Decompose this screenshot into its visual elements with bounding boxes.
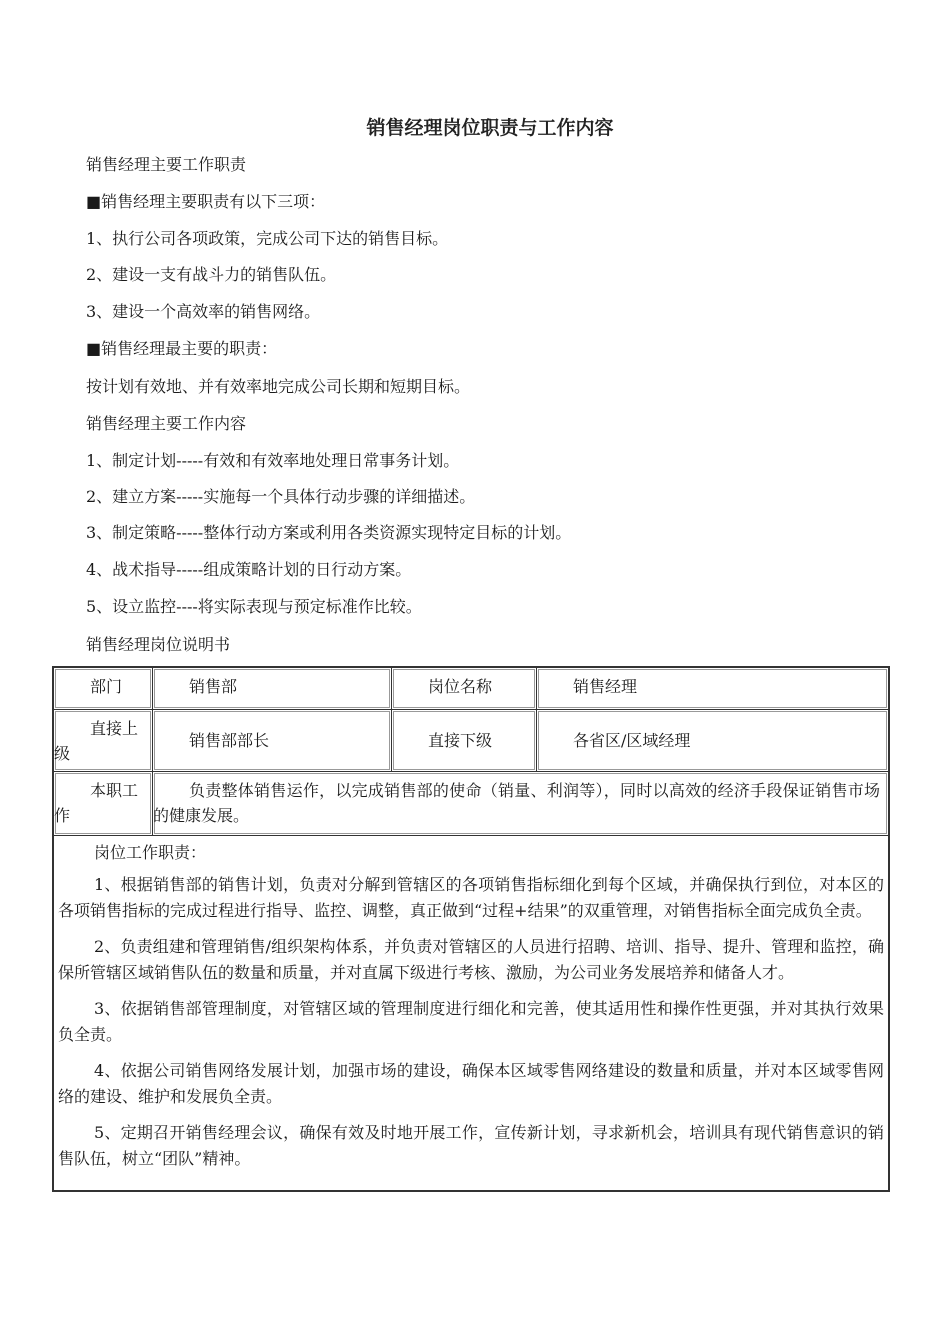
responsibility-item-1: 1、根据销售部的销售计划，负责对分解到管辖区的各项销售指标细化到每个区域，并确保执行到位，对本区的各项销售指标的完成过程进行指导、监控、调整，真正做到“过程+结果”的双重管理，对销售指标全面完成负全责。 bbox=[58, 875, 884, 920]
responsibility-item-3: 3、依据销售部管理制度，对管辖区域的管理制度进行细化和完善，使其适用性和操作性更强，并对其执行效果负全责。 bbox=[58, 999, 884, 1044]
bullet-key-duty: ■销售经理最主要的职责： bbox=[86, 339, 278, 358]
bullet-main-duties: ■销售经理主要职责有以下三项： bbox=[86, 192, 326, 211]
work-item-3: 3、制定策略-----整体行动方案或利用各类资源实现特定目标的计划。 bbox=[86, 523, 572, 542]
work-item-4: 4、战术指导-----组成策略计划的日行动方案。 bbox=[86, 560, 412, 579]
position-value-cell bbox=[537, 668, 888, 710]
dept-value: 销售部 bbox=[189, 677, 238, 696]
position-value: 销售经理 bbox=[573, 677, 638, 696]
section-heading-jd: 销售经理岗位说明书 bbox=[86, 635, 231, 654]
position-label: 岗位名称 bbox=[428, 677, 493, 696]
superior-value: 销售部部长 bbox=[189, 731, 270, 750]
responsibility-item-2: 2、负责组建和管理销售/组织架构体系，并负责对管辖区的人员进行招聘、培训、指导、提升、管理和监控，确保所管辖区域销售队伍的数量和质量，并对直属下级进行考核、激励，为公司业务发展培养和储备人才。 bbox=[58, 937, 884, 982]
responsibility-item-4: 4、依据公司销售网络发展计划，加强市场的建设，确保本区域零售网络建设的数量和质量，并对本区域零售网络的建设、维护和发展负全责。 bbox=[58, 1061, 884, 1106]
position-label-cell bbox=[392, 668, 537, 710]
duty-item-3: 3、建设一个高效率的销售网络。 bbox=[86, 302, 321, 321]
work-item-2: 2、建立方案-----实施每一个具体行动步骤的详细描述。 bbox=[86, 487, 476, 506]
dept-value-cell bbox=[153, 668, 392, 710]
responsibilities-heading: 岗位工作职责： bbox=[94, 843, 207, 862]
responsibilities-block bbox=[54, 836, 888, 1190]
dept-label-cell bbox=[54, 668, 153, 710]
superior-label-cell bbox=[54, 710, 153, 772]
superior-label: 直接上级 bbox=[54, 719, 139, 763]
duty-label: 本职工作 bbox=[54, 781, 139, 825]
key-duty-text: 按计划有效地、并有效率地完成公司长期和短期目标。 bbox=[86, 377, 471, 396]
duty-item-1: 1、执行公司各项政策，完成公司下达的销售目标。 bbox=[86, 229, 449, 248]
dept-label: 部门 bbox=[90, 677, 123, 696]
duty-value: 负责整体销售运作，以完成销售部的使命（销量、利润等），同时以高效的经济手段保证销售市场的健康发展。 bbox=[153, 781, 880, 825]
subordinate-value-cell bbox=[537, 710, 888, 772]
responsibilities-cell bbox=[54, 836, 888, 1190]
subordinate-label-cell bbox=[392, 710, 537, 772]
duty-value-cell bbox=[153, 772, 888, 836]
job-description-table bbox=[52, 666, 890, 1192]
superior-value-cell bbox=[153, 710, 392, 772]
work-item-1: 1、制定计划-----有效和有效率地处理日常事务计划。 bbox=[86, 451, 460, 470]
subordinate-label: 直接下级 bbox=[428, 731, 493, 750]
subordinate-value: 各省区/区域经理 bbox=[573, 731, 691, 750]
section-heading-work: 销售经理主要工作内容 bbox=[86, 414, 247, 433]
document-title: 销售经理岗位职责与工作内容 bbox=[366, 117, 614, 139]
responsibility-item-5: 5、定期召开销售经理会议，确保有效及时地开展工作，宣传新计划，寻求新机会，培训具有现代销售意识的销售队伍，树立“团队”精神。 bbox=[58, 1123, 884, 1168]
duty-label-cell bbox=[54, 772, 153, 836]
duty-item-2: 2、建设一支有战斗力的销售队伍。 bbox=[86, 265, 337, 284]
work-item-5: 5、设立监控----将实际表现与预定标准作比较。 bbox=[86, 597, 422, 616]
section-heading-duties: 销售经理主要工作职责 bbox=[86, 155, 247, 174]
